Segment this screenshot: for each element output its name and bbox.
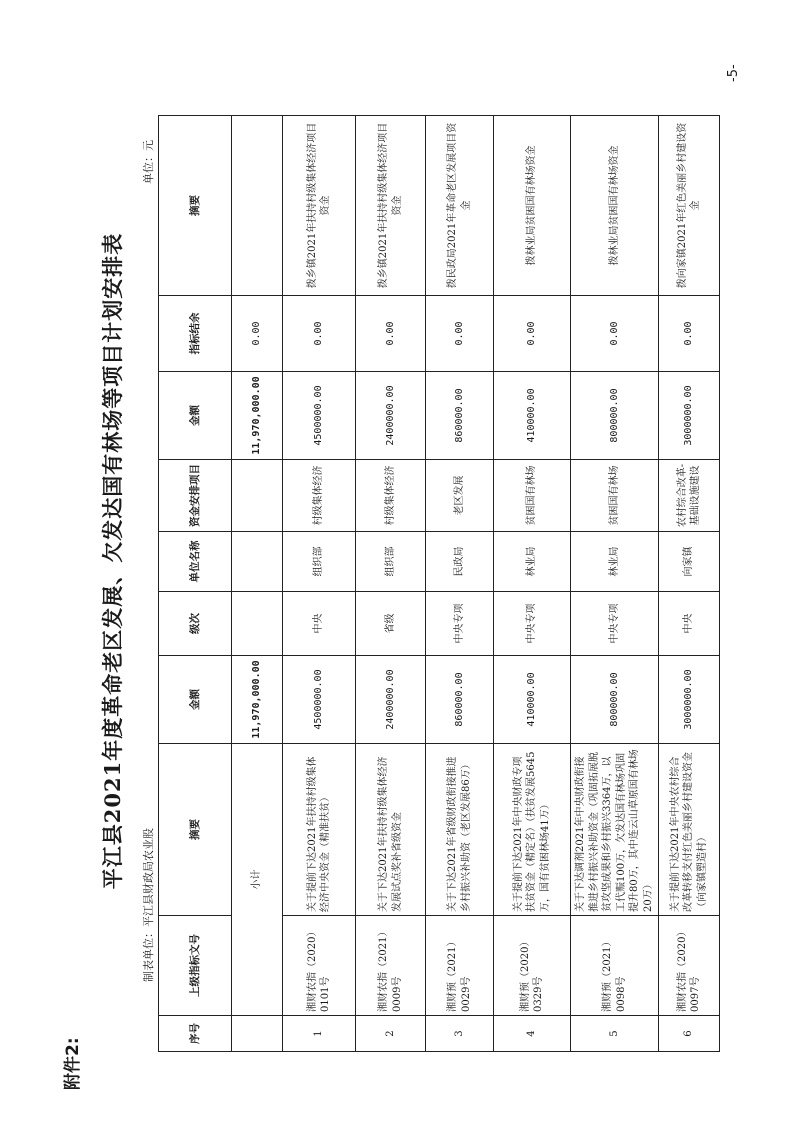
cell-unit: 林业局 (494, 532, 571, 592)
header-summary: 摘要 (159, 744, 232, 916)
table-row (356, 116, 426, 1052)
cell-doc: 湘财农指（2021）0009号 (356, 916, 426, 1016)
cell-balance: 0.00 (571, 296, 659, 372)
cell-summary: 关于提前下达2021年中央财政专项扶贫资金（精定名）（扶贫发展5645万，国有贫困林场41万） (494, 744, 571, 916)
header-remark: 摘要 (159, 116, 232, 296)
subtotal-amount: 11,970,000.00 (232, 656, 283, 744)
cell-level: 中央 (659, 592, 720, 656)
cell-summary: 关于提前下达2021年中央农村综合改革转移支付红色美丽乡村建设资金（向家镇塑造村） (659, 744, 720, 916)
subtotal-row (232, 116, 283, 1052)
attachment-label: 附件2: (63, 1037, 83, 1090)
cell-amount2: 860000.00 (426, 372, 494, 460)
header-amount: 金额 (159, 656, 232, 744)
cell-balance: 0.00 (659, 296, 720, 372)
header-amount2: 金额 (159, 372, 232, 460)
cell-amount2: 2400000.00 (356, 372, 426, 460)
cell-summary: 关于提前下达2021年扶持村级集体经济中央资金（精准扶贫） (283, 744, 356, 916)
cell-level: 中央专项 (571, 592, 659, 656)
cell-balance: 0.00 (356, 296, 426, 372)
cell-unit: 林业局 (571, 532, 659, 592)
cell-amount2: 4500000.00 (283, 372, 356, 460)
cell-remark: 拨乡镇2021年扶持村级集体经济项目资金 (283, 116, 356, 296)
cell-no: 2 (356, 1016, 426, 1052)
document-title: 平江县2021年度革命老区发展、欠发达国有林场等项目计划安排表 (100, 232, 125, 890)
cell-doc: 湘财农指（2020）0101号 (283, 916, 356, 1016)
cell-no: 4 (494, 1016, 571, 1052)
cell-doc: 湘财预（2021）0029号 (426, 916, 494, 1016)
cell-balance: 0.00 (494, 296, 571, 372)
cell-level: 省级 (356, 592, 426, 656)
cell-balance: 0.00 (283, 296, 356, 372)
cell-remark: 拨乡镇2021年扶持村级集体经济项目资金 (356, 116, 426, 296)
cell-amount2: 800000.00 (571, 372, 659, 460)
cell-remark: 拨林业局贫困国有林场资金 (494, 116, 571, 296)
cell-remark: 拨林业局贫困国有林场资金 (571, 116, 659, 296)
cell-summary: 关于下达2021年省级财政衔接推进乡村振兴补助资（老区发展86万） (426, 744, 494, 916)
header-project: 资金安排项目 (159, 460, 232, 532)
cell-project: 贫困国有林场 (494, 460, 571, 532)
table-row (283, 116, 356, 1052)
cell-project: 老区发展 (426, 460, 494, 532)
cell-amount: 2400000.00 (356, 656, 426, 744)
cell-project: 农村综合改革-基础设施建设 (659, 460, 720, 532)
cell-unit: 向家镇 (659, 532, 720, 592)
cell-project: 村级集体经济 (283, 460, 356, 532)
cell-level: 中央 (283, 592, 356, 656)
cell-balance: 0.00 (426, 296, 494, 372)
cell-no: 3 (426, 1016, 494, 1052)
cell-amount: 860000.00 (426, 656, 494, 744)
cell-level: 中央专项 (494, 592, 571, 656)
cell-unit: 组织部 (356, 532, 426, 592)
cell-project: 村级集体经济 (356, 460, 426, 532)
header-no: 序号 (159, 1016, 232, 1052)
maker-label: 制表单位：平江县财政局农业股 (142, 828, 155, 982)
cell-amount2: 3000000.00 (659, 372, 720, 460)
cell-unit: 民政局 (426, 532, 494, 592)
cell-amount2: 410000.00 (494, 372, 571, 460)
page-number: -5- (726, 64, 741, 82)
cell-amount: 800000.00 (571, 656, 659, 744)
table-row (494, 116, 571, 1052)
cell-doc: 湘财预（2020）0329号 (494, 916, 571, 1016)
cell-level: 中央专项 (426, 592, 494, 656)
table-row (659, 116, 720, 1052)
allocation-table (158, 115, 720, 1052)
header-balance: 指标结余 (159, 296, 232, 372)
cell-remark: 拨向家镇2021年红色美丽乡村建设资金 (659, 116, 720, 296)
table-row (571, 116, 659, 1052)
header-row (159, 116, 232, 1052)
cell-amount: 4500000.00 (283, 656, 356, 744)
subtotal-balance: 0.00 (232, 296, 283, 372)
cell-no: 6 (659, 1016, 720, 1052)
cell-no: 5 (571, 1016, 659, 1052)
cell-no: 1 (283, 1016, 356, 1052)
header-doc: 上级指标文号 (159, 916, 232, 1016)
cell-remark: 拨民政局2021年革命老区发展项目资金 (426, 116, 494, 296)
cell-doc: 湘财预（2021）0098号 (571, 916, 659, 1016)
cell-amount: 410000.00 (494, 656, 571, 744)
header-unit: 单位名称 (159, 532, 232, 592)
subtotal-label: 小计 (232, 744, 283, 1016)
unit-label: 单位：元 (142, 140, 155, 184)
header-level: 级次 (159, 592, 232, 656)
subtotal-amount2: 11,970,000.00 (232, 372, 283, 460)
cell-summary: 关于下达2021年扶持村级集体经济发展试点奖补省级资金 (356, 744, 426, 916)
cell-project: 贫困国有林场 (571, 460, 659, 532)
cell-doc: 湘财农指（2020）0097号 (659, 916, 720, 1016)
cell-unit: 组织部 (283, 532, 356, 592)
cell-summary: 关于下达调剂2021年中央财政衔接推进乡村振兴补助资金（巩固拓展脱贫攻坚成果和乡村振兴3364万，以工代赈100万，欠发达国有林场巩固提升80万，其中连云山草原国有林场20万） (571, 744, 659, 916)
table-row (426, 116, 494, 1052)
cell-amount: 3000000.00 (659, 656, 720, 744)
